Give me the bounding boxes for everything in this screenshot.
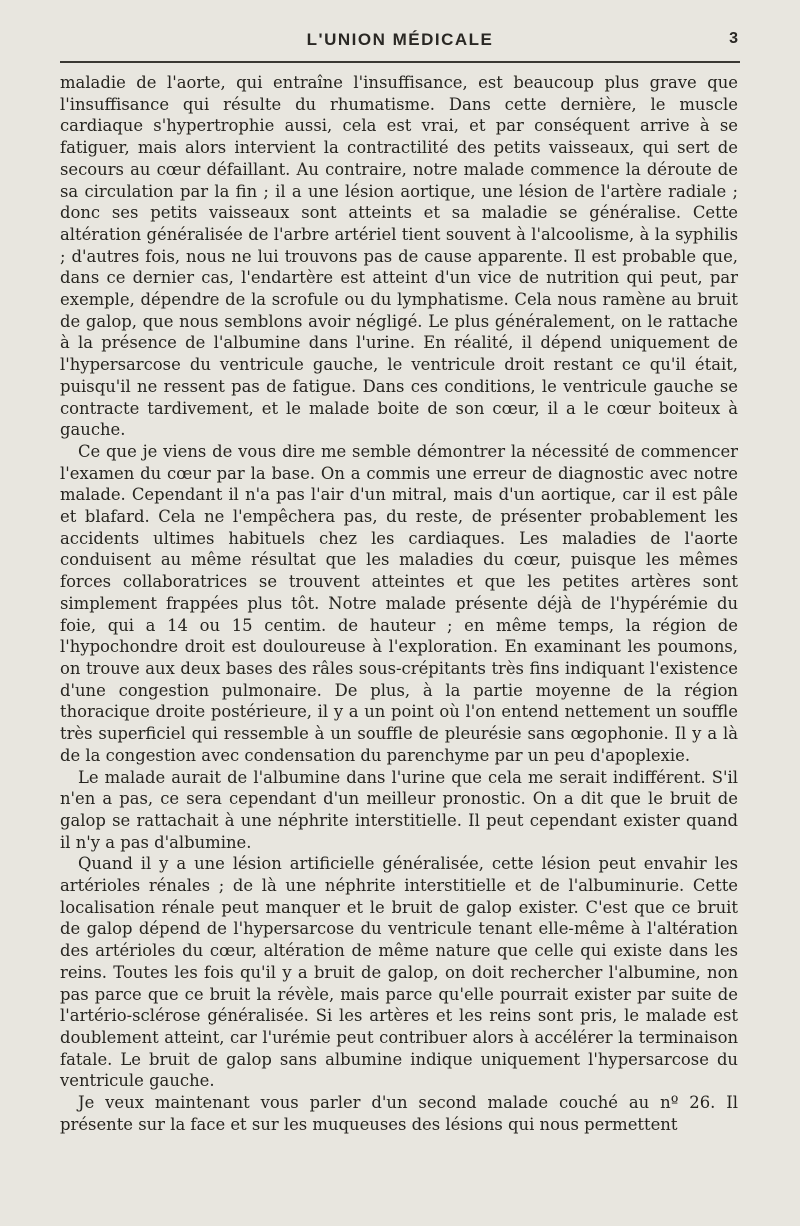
page-number: 3 [729,30,738,47]
paragraph: Ce que je viens de vous dire me semble démontrer la nécessité de commencer l'examen du cœur par la base. On a commis une erreur de diagnostic avec notre malade. Cependant il n'a pas l'air d'un mitral, mais d'un aortique, car il est pâle et blafard. Cela ne l'empêchera pas, du reste, de présenter probablement les accidents ultimes habituels chez les cardiaques. Les maladies de l'aorte conduisent au même résultat que les maladies du cœur, puisque les mêmes forces collaboratrices se trouvent atteintes et que les petites artères sont simplement frappées plus tôt. Notre malade présente déjà de l'hypérémie du foie, qui a 14 ou 15 centim. de hauteur ; en même temps, la région de l'hypochondre droit est douloureuse à l'exploration. En examinant les poumons, on trouve aux deux bases des râles sous-crépitants très fins indiquant l'existence d'une congestion pulmonaire. De plus, à la partie moyenne de la région thoracique droite postérieure, il y a un point où l'on entend nettement un souffle très superficiel qui ressemble à un souffle de pleurésie sans œgophonie. Il y a là de la congestion avec condensation du parenchyme par un peu d'apoplexie. [60,441,738,765]
running-header [60,30,740,54]
header-rule [60,61,740,63]
paragraph-continued: maladie de l'aorte, qui entraîne l'insuffisance, est beaucoup plus grave que l'insuffisance qui résulte du rhumatisme. Dans cette dernière, le muscle cardiaque s'hypertrophie aussi, cela est vrai, et par conséquent arrive à se fatiguer, mais alors intervient la contractilité des petits vaisseaux, qui sert de secours au cœur défaillant. Au contraire, notre malade commence la déroute de sa circulation par la fin ; il a une lésion aortique, une lésion de l'artère radiale ; donc ses petits vaisseaux sont atteints et sa maladie se généralise. Cette altération généralisée de l'arbre artériel tient souvent à l'alcoolisme, à la syphilis ; d'autres fois, nous ne lui trouvons pas de cause apparente. Il est probable que, dans ce dernier cas, l'endartère est atteint d'un vice de nutrition qui peut, par exemple, dépendre de la scrofule ou du lymphatisme. Cela nous ramène au bruit de galop, que nous semblons avoir négligé. Le plus généralement, on le rattache à la présence de l'albumine dans l'urine. En réalité, il dépend uniquement de l'hypersarcose du ventricule gauche, le ventricule droit restant ce qu'il était, puisqu'il ne ressent pas de fatigue. Dans ces conditions, le ventricule gauche se contracte tardivement, et le malade boite de son cœur, il a le cœur boiteux à gauche. [60,73,738,440]
article-body [60,72,738,1135]
paragraph: Le malade aurait de l'albumine dans l'urine que cela me serait indifférent. S'il n'en a pas, ce sera cependant d'un meilleur pronostic. On a dit que le bruit de galop se rattachait à une néphrite interstitielle. Il peut cependant exister quand il n'y a pas d'albumine. [60,767,738,852]
journal-title: L'UNION MÉDICALE [306,30,494,49]
paragraph: Je veux maintenant vous parler d'un second malade couché au nº 26. Il présente sur la face et sur les muqueuses des lésions qui nous permettent [60,1093,738,1134]
paragraph: Quand il y a une lésion artificielle généralisée, cette lésion peut envahir les artérioles rénales ; de là une néphrite interstitielle et de l'albuminurie. Cette localisation rénale peut manquer et le bruit de galop exister. C'est que ce bruit de galop dépend de l'hypersarcose du ventricule tenant elle-même à l'altération des artérioles du cœur, altération de même nature que celle qui existe dans les reins. Toutes les fois qu'il y a bruit de galop, on doit rechercher l'albumine, non pas parce que ce bruit la révèle, mais parce qu'elle pourrait exister par suite de l'artério-sclérose généralisée. Si les artères et les reins sont pris, le malade est doublement atteint, car l'urémie peut contribuer alors à accélérer la terminaison fatale. Le bruit de galop sans albumine indique uniquement l'hypersarcose du ventricule gauche. [60,854,738,1091]
